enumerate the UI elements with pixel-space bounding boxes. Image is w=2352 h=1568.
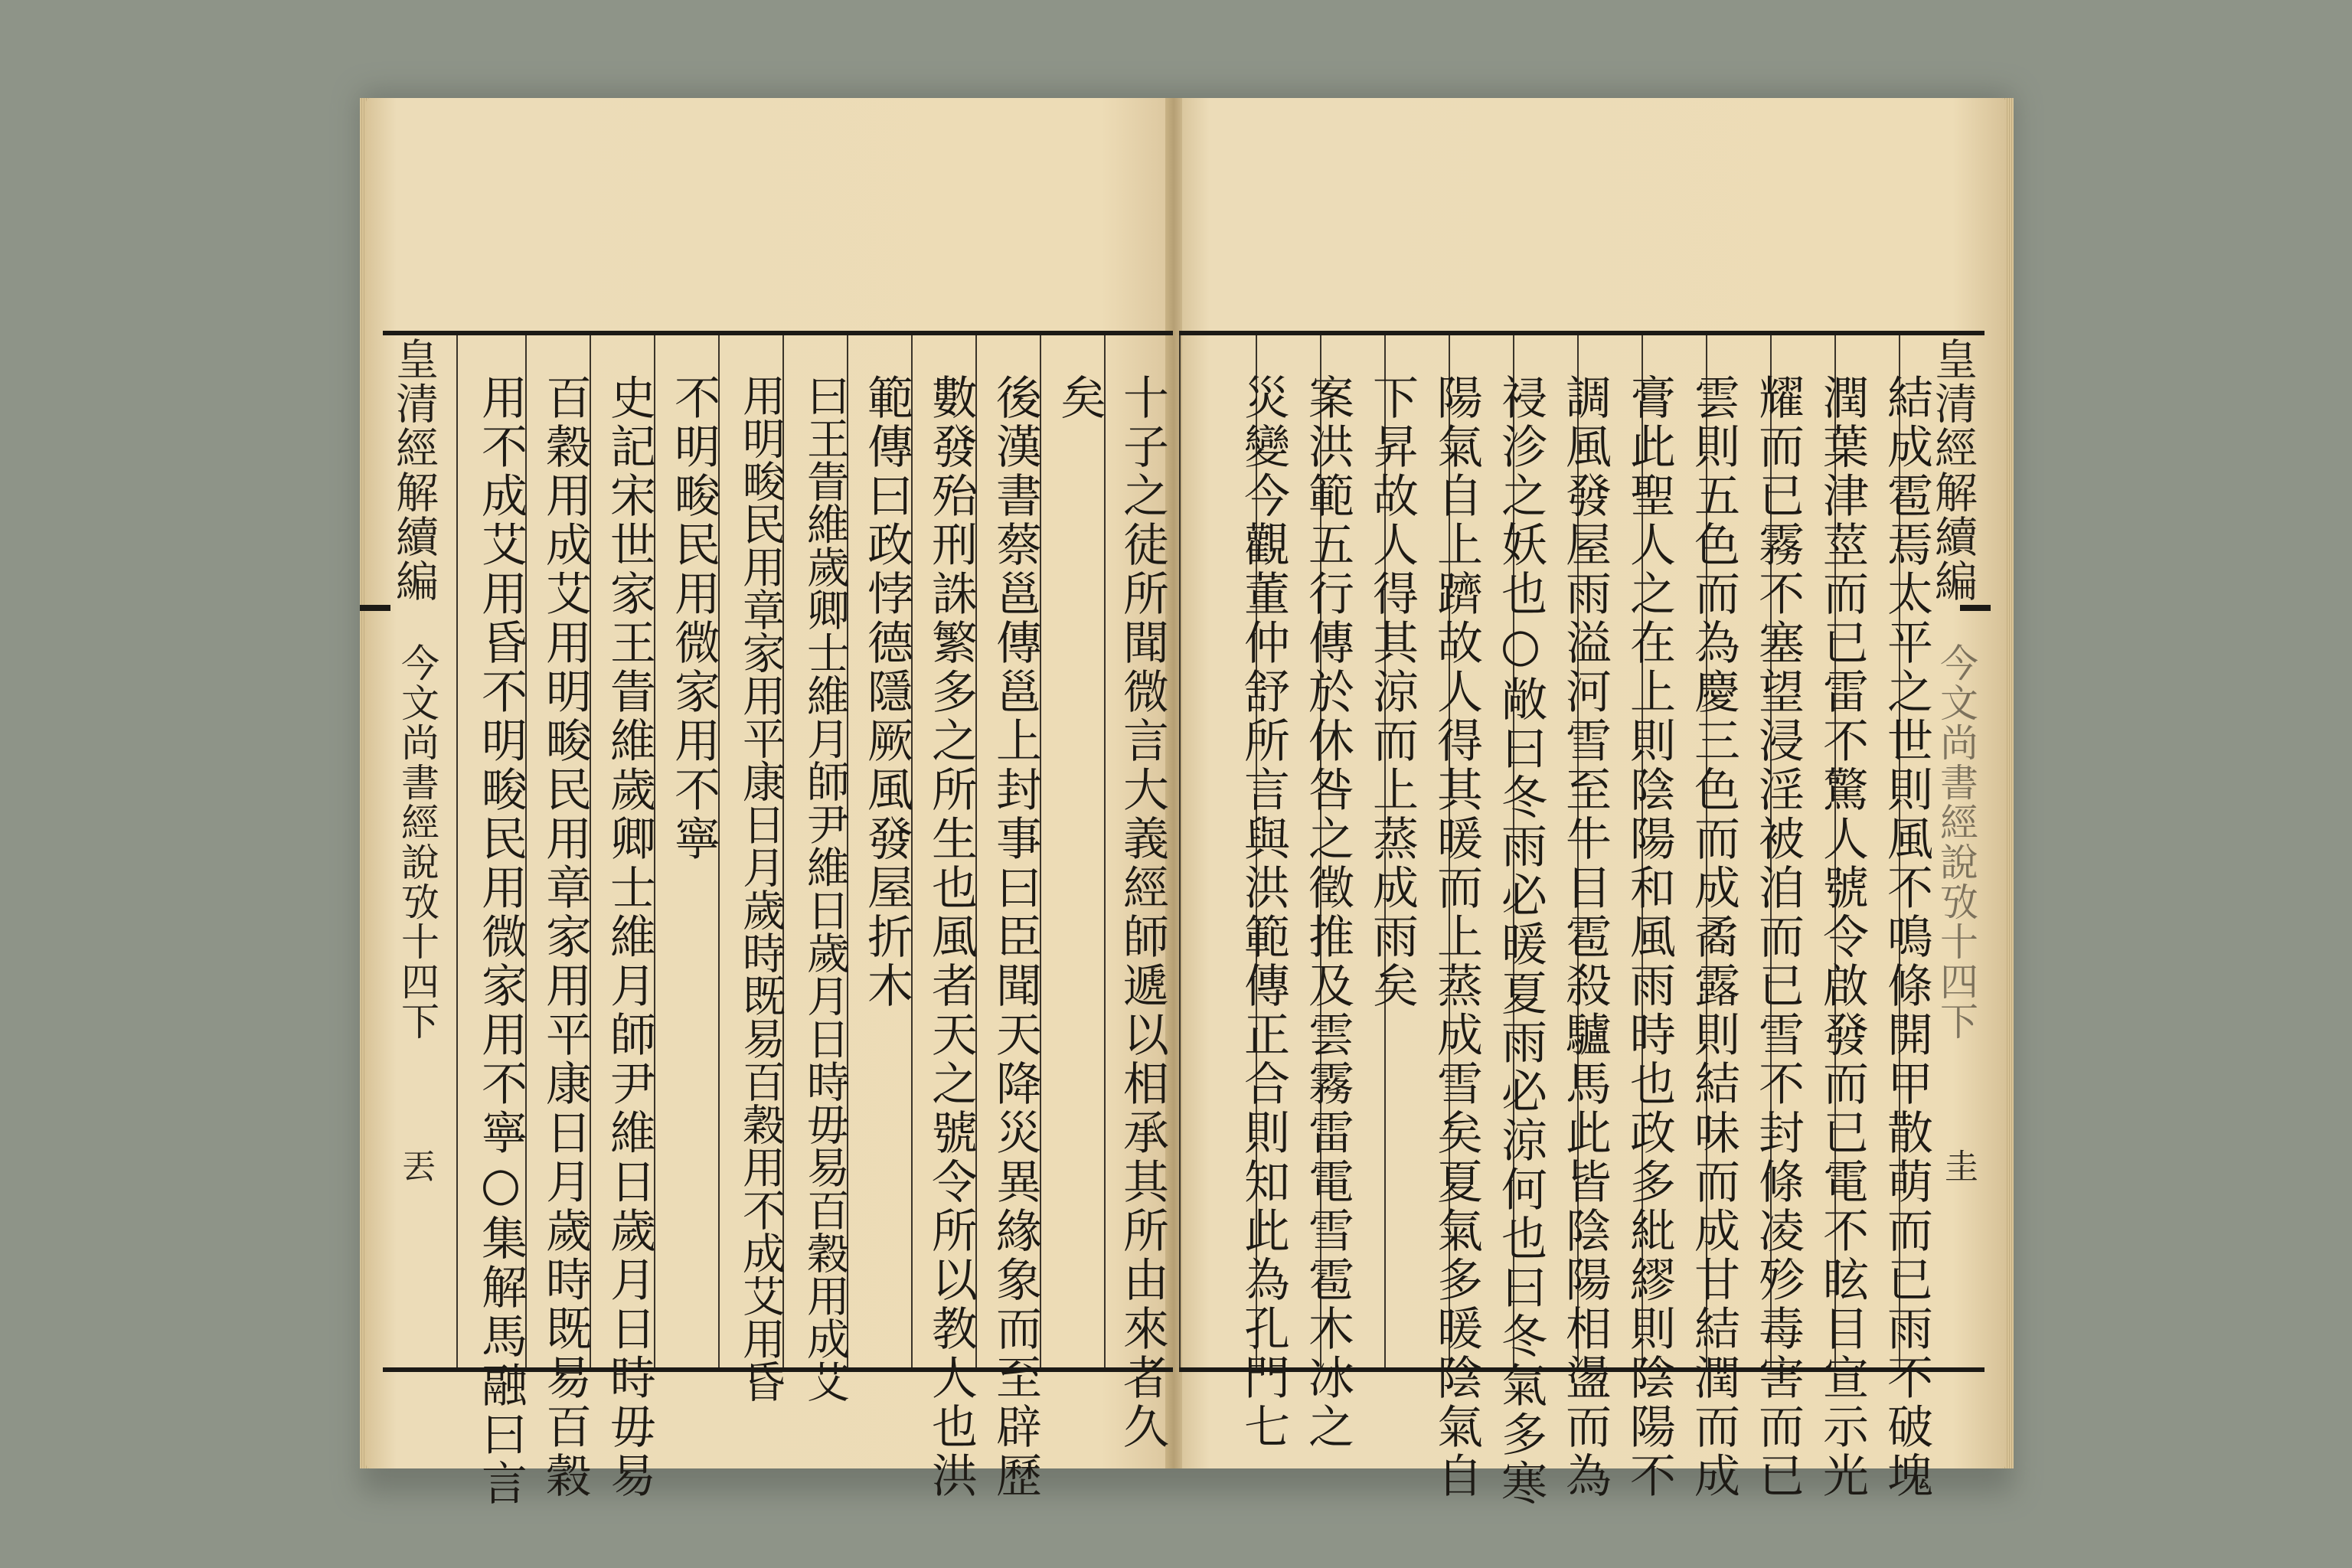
left-text-column-8: 不明畯民用微家用不寧	[667, 374, 720, 864]
right-text-column-11: 災變今觀董仲舒所言與洪範傳正合則知此為孔門七	[1236, 374, 1290, 1452]
right-margin-title: 皇清經解續編	[1928, 337, 1978, 603]
left-text-column-7: 用明畯民用章家用平康日月歲時既易百穀用不成艾用昏	[736, 374, 786, 1403]
left-text-column-1: 十子之徒所聞微言大義經師遞以相承其所由來者久	[1116, 374, 1169, 1452]
left-text-column-11: 用不成艾用昏不明畯民用微家用不寧○集解馬融曰言	[474, 374, 528, 1508]
right-text-column-4: 雲則五色而為慶三色而成矞露則結味而成甘結潤而成	[1687, 374, 1740, 1501]
right-text-column-2: 潤葉津莖而已雷不驚人號令啟發而已電不眩目宣示光	[1815, 374, 1869, 1501]
left-text-column-3: 後漢書蔡邕傳邕上封事曰臣聞天降災異緣象而至辟歷	[988, 374, 1042, 1501]
right-text-column-1: 結成雹焉太平之世則風不鳴條開甲散萌而已雨不破塊	[1880, 374, 1933, 1501]
left-text-column-5: 範傳曰政悖德隱厥風發屋折木	[860, 374, 913, 1011]
right-text-column-8: 陽氣自上躋故人得其暖而上蒸成雪矣夏氣多暖陰氣自	[1429, 374, 1483, 1501]
left-text-column-4: 數發殆刑誅繁多之所生也風者天之號令所以教人也洪	[924, 374, 978, 1501]
right-folio: 圭	[1939, 1148, 1978, 1182]
right-text-column-7: 祲沴之妖也○敞曰冬雨必暖夏雨必涼何也曰冬氣多寒	[1494, 374, 1547, 1508]
right-text-column-9: 下昇故人得其涼而上蒸成雨矣	[1365, 374, 1419, 1011]
right-fishtail-mark	[1960, 605, 1991, 611]
right-text-column-5: 膏此聖人之在上則陰陽和風雨時也政多紕繆則陰陽不	[1622, 374, 1676, 1501]
left-text-column-10: 百穀用成艾用明畯民用章家用平康日月歲時既易百穀	[538, 374, 592, 1501]
left-folio: 丟	[396, 1148, 435, 1182]
left-text-column-9: 史記宋世家王眚維歲卿士維月師尹維日歲月日時毋易	[603, 374, 656, 1501]
right-margin-subtitle: 今文尚書經說攷十四下	[1934, 643, 1978, 1041]
left-fishtail-mark	[360, 605, 390, 611]
left-text-column-6: 曰王眚維歲卿士維月師尹維日歲月日時毋易百穀用成艾	[800, 374, 850, 1403]
left-margin-title: 皇清經解續編	[389, 337, 439, 603]
right-text-column-6: 調風發屋雨溢河雪至牛目雹殺驢馬此皆陰陽相盪而為	[1558, 374, 1612, 1501]
right-text-column-3: 耀而已霧不塞望浸淫被洎而已雪不封條凌殄毒害而已	[1751, 374, 1805, 1501]
right-text-column-10: 案洪範五行傳於休咎之徵推及雲霧雷電雪雹木冰之	[1301, 374, 1354, 1452]
left-text-column-2: 矣	[1053, 374, 1106, 423]
left-margin-subtitle: 今文尚書經說攷十四下	[395, 643, 439, 1041]
